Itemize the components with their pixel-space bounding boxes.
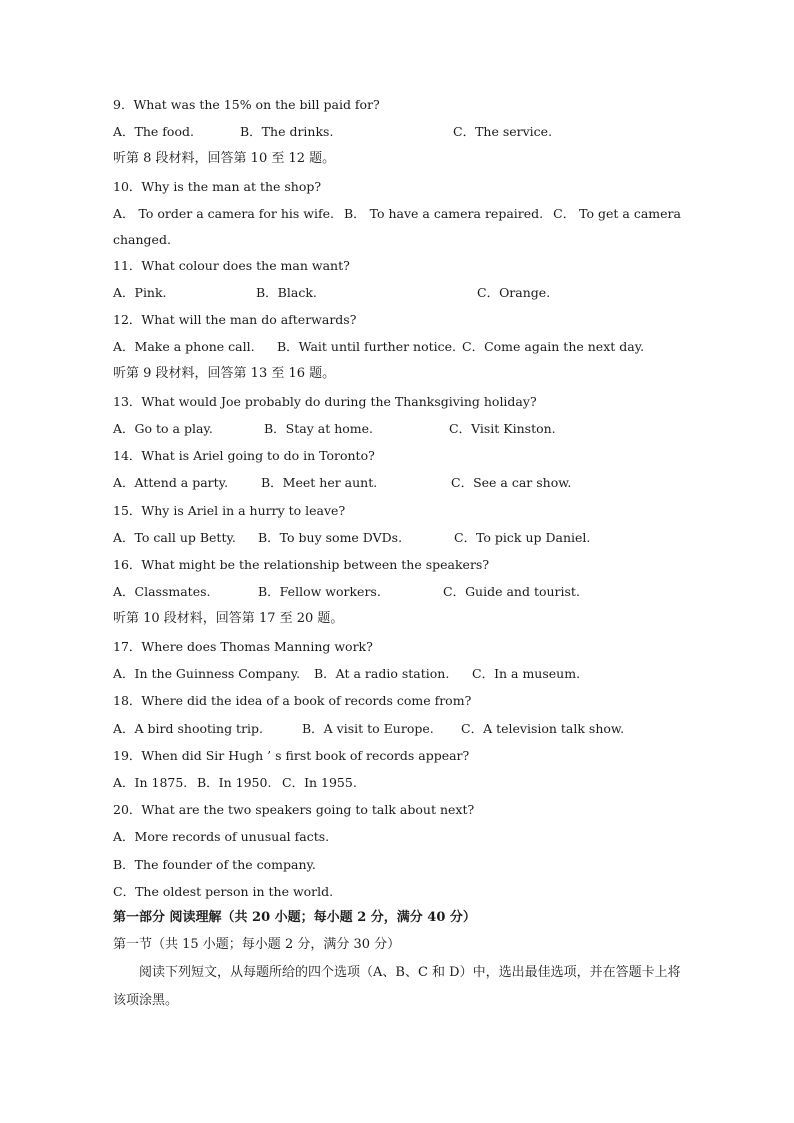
option-a: A．Pink.	[113, 285, 167, 300]
option-c: C．The service.	[453, 124, 553, 139]
question-10-stem: 10．Why is the man at the shop?	[113, 179, 322, 194]
option-b: B．Wait until further notice.	[277, 339, 457, 354]
option-a: A．A bird shooting trip.	[113, 721, 264, 736]
reading-instruction: 阅读下列短文，从每题所给的四个选项（A、B、C 和 D）中，选出最佳选项，并在答题卡上将该项涂黑。	[113, 965, 681, 1008]
option-c: C．Visit Kinston.	[449, 421, 556, 436]
question-20-stem: 20．What are the two speakers going to talk about next?	[113, 802, 475, 817]
option-b: B．Black.	[256, 285, 317, 300]
option-c: C．Guide and tourist.	[443, 584, 580, 599]
option-b: B．In 1950.	[197, 775, 272, 790]
question-20-option-a: A．More records of unusual facts.	[113, 829, 330, 844]
option-a: A． To order a camera for his wife.	[113, 206, 334, 221]
section-heading: 第一节（共 15 小题；每小题 2 分，满分 30 分）	[113, 937, 401, 952]
part-heading: 第一部分 阅读理解（共 20 小题；每小题 2 分，满分 40 分）	[113, 910, 476, 925]
question-11-stem: 11．What colour does the man want?	[113, 258, 350, 273]
question-16-stem: 16．What might be the relationship between the speakers?	[113, 557, 490, 572]
option-b: B．Meet her aunt.	[261, 475, 378, 490]
option-c: C． To get a camera	[553, 206, 681, 221]
question-13-stem: 13．What would Joe probably do during the Thanksgiving holiday?	[113, 394, 537, 409]
option-b: B．To buy some DVDs.	[258, 530, 403, 545]
question-20-option-c: C．The oldest person in the world.	[113, 884, 334, 899]
question-12-stem: 12．What will the man do afterwards?	[113, 312, 357, 327]
option-b: B．A visit to Europe.	[302, 721, 434, 736]
question-15-stem: 15．Why is Ariel in a hurry to leave?	[113, 503, 346, 518]
option-b: B． To have a camera repaired.	[343, 206, 544, 221]
option-c: C．Orange.	[477, 285, 551, 300]
option-c: C．Come again the next day.	[462, 339, 645, 354]
question-19-stem: 19．When did Sir Hugh ’ s first book of records appear?	[113, 748, 470, 763]
option-c: C．A television talk show.	[461, 721, 625, 736]
option-b: B．Fellow workers.	[258, 584, 381, 599]
option-b: B．Stay at home.	[264, 421, 374, 436]
option-a: A．Go to a play.	[113, 421, 213, 436]
option-a: A．Attend a party.	[113, 475, 229, 490]
option-c: C．In 1955.	[282, 775, 357, 790]
question-14-stem: 14．What is Ariel going to do in Toronto?	[113, 448, 375, 463]
question-10-option-c-continued: changed.	[113, 232, 171, 247]
option-b: B．At a radio station.	[314, 666, 450, 681]
question-10-options	[113, 206, 681, 222]
option-a: A．Classmates.	[113, 584, 211, 599]
option-a: A．In the Guinness Company.	[113, 666, 301, 681]
option-c: C．To pick up Daniel.	[454, 530, 591, 545]
listening-note-8: 听第 8 段材料，回答第 10 至 12 题。	[113, 151, 336, 166]
listening-note-10: 听第 10 段材料，回答第 17 至 20 题。	[113, 611, 344, 626]
option-a: A．The food.	[113, 124, 194, 139]
listening-note-9: 听第 9 段材料，回答第 13 至 16 题。	[113, 366, 336, 381]
option-c: C．In a museum.	[472, 666, 581, 681]
question-20-option-b: B．The founder of the company.	[113, 857, 316, 872]
option-a: A．Make a phone call.	[113, 339, 255, 354]
question-17-stem: 17．Where does Thomas Manning work?	[113, 639, 373, 654]
question-18-stem: 18．Where did the idea of a book of records come from?	[113, 693, 472, 708]
option-c: C．See a car show.	[451, 475, 572, 490]
question-9-stem: 9．What was the 15% on the bill paid for?	[113, 97, 380, 112]
option-a: A．To call up Betty.	[113, 530, 236, 545]
option-b: B．The drinks.	[240, 124, 334, 139]
option-a: A．In 1875.	[113, 775, 188, 790]
